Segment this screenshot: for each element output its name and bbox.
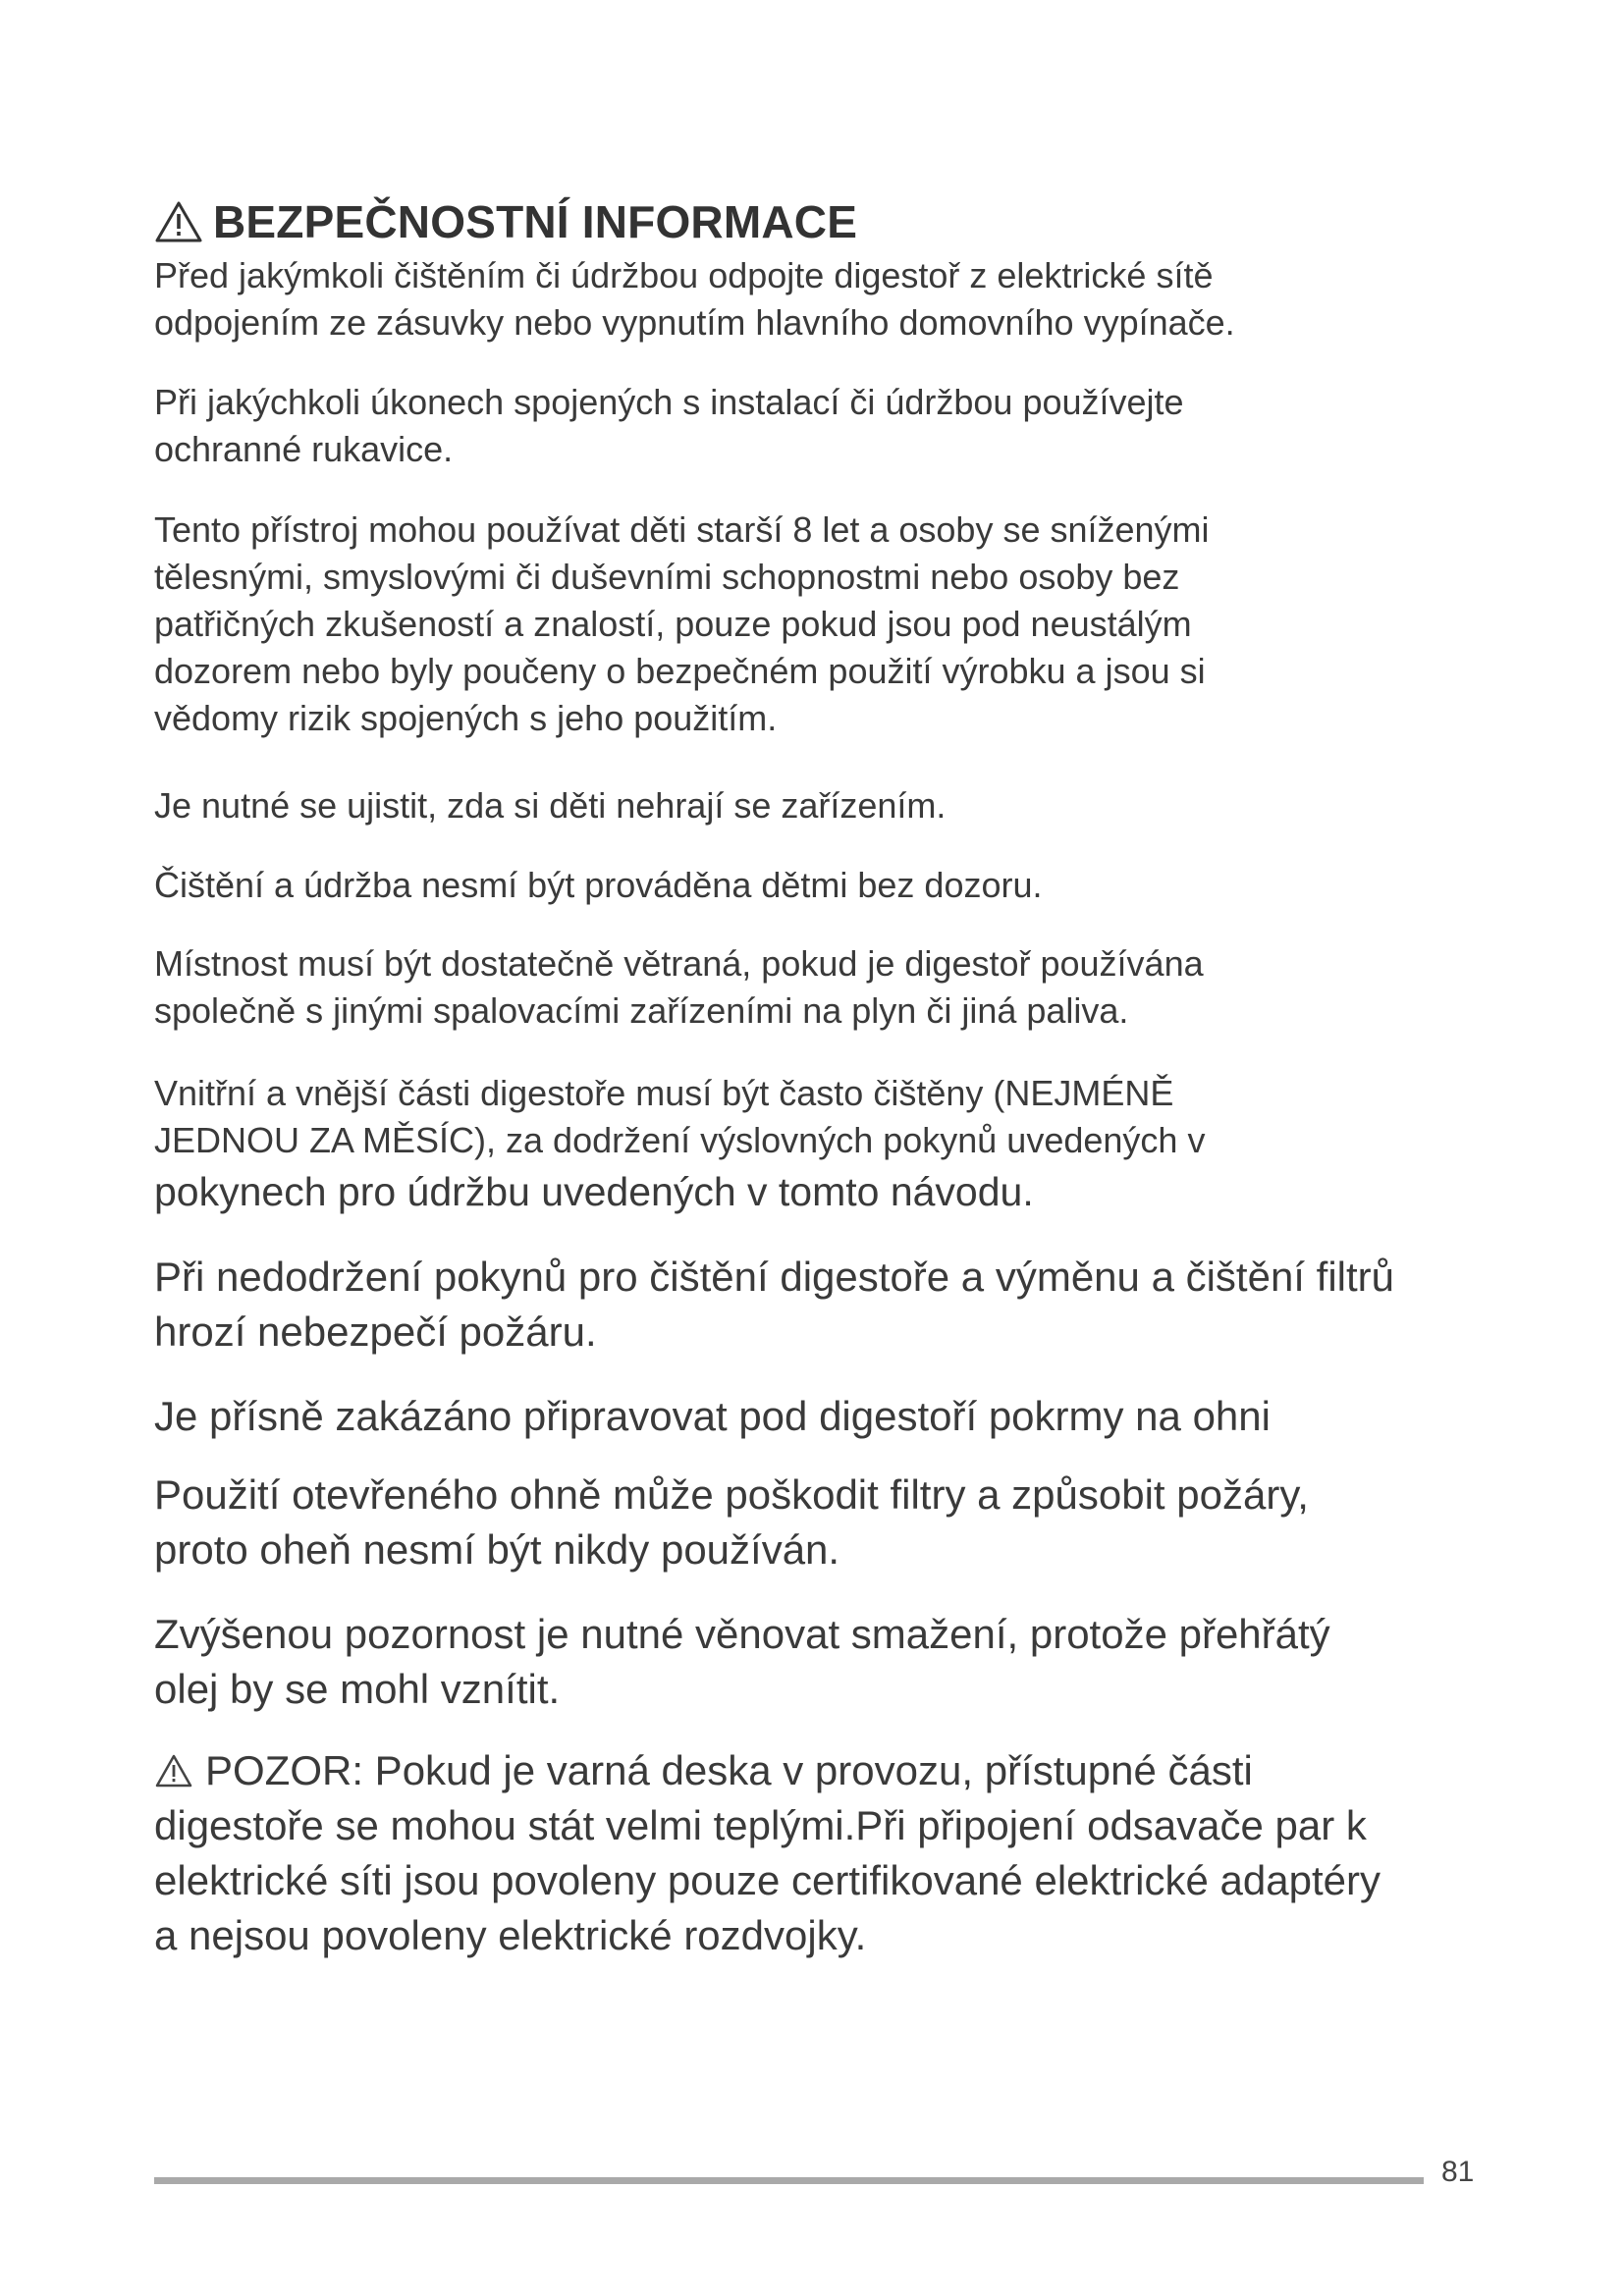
paragraph-open-flame: Použití otevřeného ohně může poškodit filtry a způsobit požáry, proto oheň nesmí být nikdy používán. [154,1471,1309,1573]
warning-triangle-icon [154,1753,193,1789]
paragraph-cleaning-frequency: Vnitřní a vnější části digestoře musí být často čištěny (NEJMÉNĚ JEDNOU ZA MĚSÍC), za dodržení výslovných pokynů uvedených v pokynech pro údržbu uvedených v tomto návodu. [154,1073,1206,1214]
paragraph-children-play: Je nutné se ujistit, zda si děti nehrají se zařízením. [154,785,947,826]
paragraph-frying: Zvýšenou pozornost je nutné věnovat smažení, protože přehřátý olej by se mohl vznítit. [154,1611,1330,1712]
page-number: 81 [1441,2156,1475,2188]
paragraph-ventilation: Místnost musí být dostatečně větraná, pokud je digestoř používána společně s jinými spalovacími zařízeními na plyn či jiná paliva. [154,943,1204,1031]
paragraph-fire-risk: Při nedodržení pokynů pro čištění digestoře a výměnu a čištění filtrů hrozí nebezpečí požáru. [154,1254,1394,1355]
paragraph-open-fire-cooking: Je přísně zakázáno připravovat pod digestoří pokrmy na ohni [154,1393,1271,1439]
section-title: BEZPEČNOSTNÍ INFORMACE [213,195,858,247]
paragraph-children-persons: Tento přístroj mohou používat děti starší 8 let a osoby se sníženými tělesnými, smyslovými či duševními schopnostmi nebo osoby bez patřičných zkušeností a znalostí, pouze pokud jsou pod neustálým dozorem nebo byly poučeny o bezpečném použití výrobku a jsou si vědomy rizik spojených s jeho použitím. [154,509,1210,738]
paragraph-gloves: Při jakýchkoli úkonech spojených s instalací či údržbou používejte ochranné rukavice. [154,382,1184,469]
paragraph-disconnect: Před jakýmkoli čištěním či údržbou odpojte digestoř z elektrické sítě odpojením ze zásuvky nebo vypnutím hlavního domovního vypínače. [154,255,1235,343]
section-heading [154,195,857,248]
warning-triangle-icon [154,200,203,243]
paragraph-caution: POZOR: Pokud je varná deska v provozu, přístupné části digestoře se mohou stát velmi teplými.Při připojení odsavače par k elektrické síti jsou povoleny pouze certifikované elektrické adaptéry a nejsou povoleny elektrické rozdvojky. [154,1747,1380,1958]
footer-rule [154,2177,1424,2184]
paragraph-cleaning-children: Čištění a údržba nesmí být prováděna dětmi bez dozoru. [154,865,1043,905]
